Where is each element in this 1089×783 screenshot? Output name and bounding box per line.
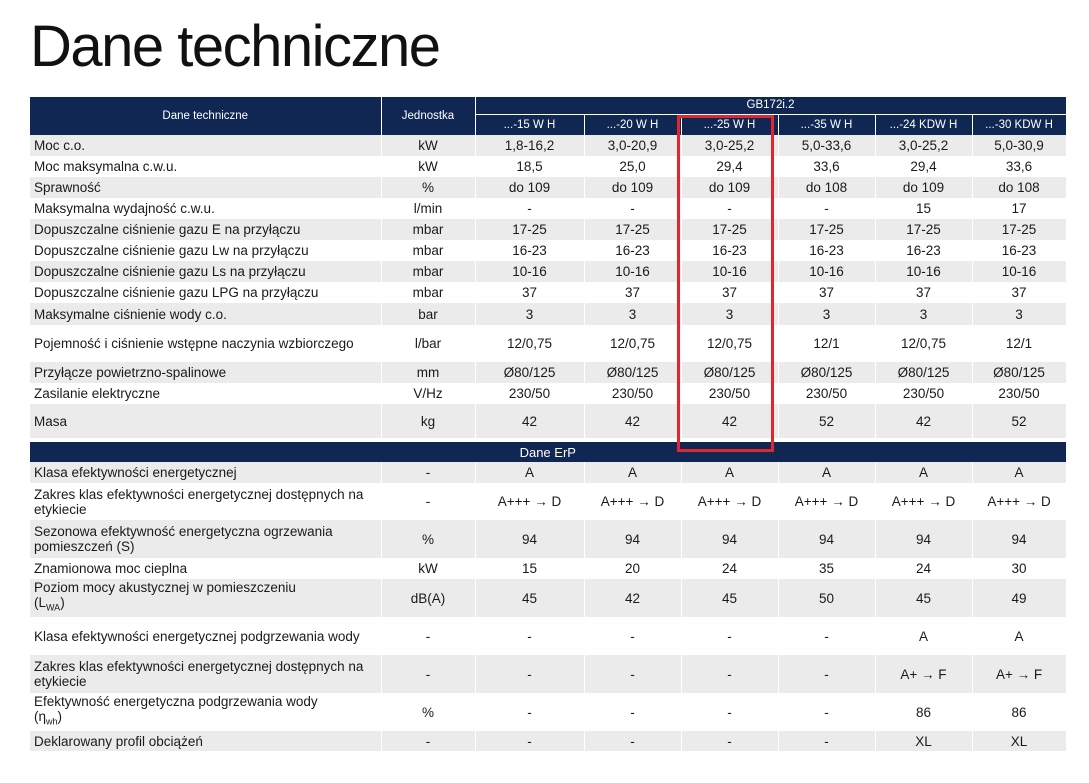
cell-value: 3,0-20,9	[584, 135, 681, 156]
cell-value: 230/50	[972, 383, 1066, 404]
table-row	[30, 303, 1066, 325]
table-row	[30, 325, 1066, 362]
cell-value: 45	[475, 579, 584, 617]
cell-value: 24	[875, 558, 972, 579]
cell-value: A+ → F	[972, 655, 1066, 693]
row-unit: dB(A)	[381, 579, 475, 617]
row-label: Pojemność i ciśnienie wstępne naczynia wzbiorczego	[30, 325, 381, 362]
cell-value: A	[972, 617, 1066, 655]
cell-value: 16-23	[681, 240, 778, 261]
table-row	[30, 404, 1066, 438]
cell-value: 18,5	[475, 156, 584, 177]
table-row	[30, 198, 1066, 219]
cell-value: 3	[972, 303, 1066, 325]
cell-value: A+ → F	[875, 655, 972, 693]
cell-value: 52	[778, 404, 875, 438]
model-header: ...-24 KDW H	[875, 114, 972, 135]
table-row	[30, 655, 1066, 693]
cell-value: 17-25	[584, 219, 681, 240]
cell-value: -	[584, 655, 681, 693]
cell-value: 12/0,75	[475, 325, 584, 362]
row-unit: mbar	[381, 240, 475, 261]
cell-value: 3	[681, 303, 778, 325]
row-unit: l/min	[381, 198, 475, 219]
table-row	[30, 240, 1066, 261]
row-label: Moc maksymalna c.w.u.	[30, 156, 381, 177]
cell-value: A	[875, 462, 972, 483]
row-unit: -	[381, 462, 475, 483]
cell-value: 45	[875, 579, 972, 617]
model-header: ...-15 W H	[475, 114, 584, 135]
row-label: Klasa efektywności energetycznej podgrzewania wody	[30, 617, 381, 655]
cell-value: -	[475, 617, 584, 655]
cell-value: -	[584, 731, 681, 751]
cell-value: 230/50	[584, 383, 681, 404]
cell-value: A+++ → D	[778, 483, 875, 520]
cell-value: 15	[475, 558, 584, 579]
table-row	[30, 483, 1066, 520]
model-header: ...-30 KDW H	[972, 114, 1066, 135]
cell-value: A	[475, 462, 584, 483]
cell-value: 10-16	[475, 261, 584, 282]
cell-value: -	[681, 617, 778, 655]
cell-value: 230/50	[475, 383, 584, 404]
cell-value: 52	[972, 404, 1066, 438]
table-row	[30, 177, 1066, 198]
row-label: Sprawność	[30, 177, 381, 198]
cell-value: 15	[875, 198, 972, 219]
cell-value: A+++ → D	[972, 483, 1066, 520]
header-label: Dane techniczne	[30, 97, 381, 135]
table-row	[30, 219, 1066, 240]
row-unit: %	[381, 693, 475, 731]
cell-value: do 109	[875, 177, 972, 198]
cell-value: 230/50	[875, 383, 972, 404]
cell-value: 37	[875, 282, 972, 303]
cell-value: 10-16	[972, 261, 1066, 282]
cell-value: -	[681, 693, 778, 731]
row-unit: mbar	[381, 282, 475, 303]
cell-value: 17-25	[778, 219, 875, 240]
row-label: Znamionowa moc cieplna	[30, 558, 381, 579]
cell-value: 37	[778, 282, 875, 303]
table-row	[30, 558, 1066, 579]
cell-value: -	[475, 198, 584, 219]
row-label: Zasilanie elektryczne	[30, 383, 381, 404]
cell-value: A+++ → D	[875, 483, 972, 520]
spec-table	[30, 97, 1067, 751]
cell-value: Ø80/125	[778, 362, 875, 383]
cell-value: 24	[681, 558, 778, 579]
table-row	[30, 282, 1066, 303]
cell-value: 1,8-16,2	[475, 135, 584, 156]
cell-value: 37	[584, 282, 681, 303]
header-group: GB172i.2	[475, 97, 1066, 114]
cell-value: Ø80/125	[875, 362, 972, 383]
row-label: Masa	[30, 404, 381, 438]
cell-value: A	[972, 462, 1066, 483]
cell-value: 29,4	[875, 156, 972, 177]
cell-value: 20	[584, 558, 681, 579]
cell-value: 42	[584, 404, 681, 438]
cell-value: 37	[681, 282, 778, 303]
cell-value: -	[778, 617, 875, 655]
cell-value: 17-25	[875, 219, 972, 240]
cell-value: 25,0	[584, 156, 681, 177]
cell-value: 17-25	[972, 219, 1066, 240]
cell-value: 10-16	[584, 261, 681, 282]
cell-value: XL	[972, 731, 1066, 751]
cell-value: 86	[972, 693, 1066, 731]
cell-value: 16-23	[475, 240, 584, 261]
cell-value: 3	[475, 303, 584, 325]
cell-value: 17-25	[475, 219, 584, 240]
cell-value: Ø80/125	[475, 362, 584, 383]
cell-value: A	[681, 462, 778, 483]
table-row	[30, 520, 1066, 558]
cell-value: -	[475, 655, 584, 693]
cell-value: -	[778, 198, 875, 219]
cell-value: A	[778, 462, 875, 483]
cell-value: -	[584, 693, 681, 731]
cell-value: 45	[681, 579, 778, 617]
cell-value: -	[475, 693, 584, 731]
cell-value: 12/1	[778, 325, 875, 362]
cell-value: 5,0-30,9	[972, 135, 1066, 156]
row-label: Moc c.o.	[30, 135, 381, 156]
row-label: Zakres klas efektywności energetycznej dostępnych na etykiecie	[30, 483, 381, 520]
header-unit: Jednostka	[381, 97, 475, 135]
cell-value: do 109	[681, 177, 778, 198]
cell-value: 94	[778, 520, 875, 558]
cell-value: 12/1	[972, 325, 1066, 362]
row-unit: -	[381, 483, 475, 520]
row-unit: kW	[381, 135, 475, 156]
cell-value: do 109	[475, 177, 584, 198]
cell-value: 94	[584, 520, 681, 558]
cell-value: Ø80/125	[972, 362, 1066, 383]
cell-value: 94	[681, 520, 778, 558]
table-row	[30, 135, 1066, 156]
row-label: Zakres klas efektywności energetycznej dostępnych na etykiecie	[30, 655, 381, 693]
model-header: ...-35 W H	[778, 114, 875, 135]
row-unit: bar	[381, 303, 475, 325]
row-label: Poziom mocy akustycznej w pomieszczeniu $(L_{WA})$	[30, 579, 381, 617]
row-label: Sezonowa efektywność energetyczna ogrzewania pomieszczeń (S)	[30, 520, 381, 558]
cell-value: -	[778, 693, 875, 731]
row-label: Dopuszczalne ciśnienie gazu E na przyłączu	[30, 219, 381, 240]
cell-value: Ø80/125	[681, 362, 778, 383]
cell-value: Ø80/125	[584, 362, 681, 383]
row-unit: -	[381, 655, 475, 693]
cell-value: do 109	[584, 177, 681, 198]
cell-value: 3	[778, 303, 875, 325]
table-row	[30, 731, 1066, 751]
cell-value: 94	[875, 520, 972, 558]
table-row	[30, 462, 1066, 483]
model-header: ...-20 W H	[584, 114, 681, 135]
row-unit: %	[381, 520, 475, 558]
cell-value: -	[681, 655, 778, 693]
cell-value: 16-23	[584, 240, 681, 261]
row-label: Deklarowany profil obciążeń	[30, 731, 381, 751]
row-label: Maksymalna wydajność c.w.u.	[30, 198, 381, 219]
row-unit: l/bar	[381, 325, 475, 362]
cell-value: 10-16	[681, 261, 778, 282]
cell-value: 16-23	[972, 240, 1066, 261]
row-unit: -	[381, 617, 475, 655]
cell-value: do 108	[778, 177, 875, 198]
row-unit: -	[381, 731, 475, 751]
cell-value: 42	[584, 579, 681, 617]
row-unit: V/Hz	[381, 383, 475, 404]
table-row	[30, 617, 1066, 655]
cell-value: A+++ → D	[475, 483, 584, 520]
cell-value: 3,0-25,2	[681, 135, 778, 156]
cell-value: 16-23	[875, 240, 972, 261]
cell-value: 17-25	[681, 219, 778, 240]
cell-value: 12/0,75	[681, 325, 778, 362]
cell-value: 42	[681, 404, 778, 438]
row-unit: %	[381, 177, 475, 198]
row-unit: mm	[381, 362, 475, 383]
cell-value: 10-16	[778, 261, 875, 282]
cell-value: 35	[778, 558, 875, 579]
cell-value: 94	[475, 520, 584, 558]
cell-value: -	[778, 731, 875, 751]
row-label: Klasa efektywności energetycznej	[30, 462, 381, 483]
cell-value: A+++ → D	[584, 483, 681, 520]
cell-value: -	[584, 617, 681, 655]
cell-value: 12/0,75	[875, 325, 972, 362]
row-unit: kg	[381, 404, 475, 438]
model-header: ...-25 W H	[681, 114, 778, 135]
cell-value: 3	[875, 303, 972, 325]
cell-value: -	[681, 198, 778, 219]
cell-value: -	[681, 731, 778, 751]
cell-value: 49	[972, 579, 1066, 617]
cell-value: 10-16	[875, 261, 972, 282]
cell-value: 17	[972, 198, 1066, 219]
cell-value: 3,0-25,2	[875, 135, 972, 156]
cell-value: -	[475, 731, 584, 751]
table-row	[30, 383, 1066, 404]
cell-value: -	[778, 655, 875, 693]
cell-value: 230/50	[778, 383, 875, 404]
cell-value: 30	[972, 558, 1066, 579]
cell-value: 5,0-33,6	[778, 135, 875, 156]
row-unit: kW	[381, 156, 475, 177]
cell-value: 33,6	[972, 156, 1066, 177]
row-unit: kW	[381, 558, 475, 579]
table-row	[30, 261, 1066, 282]
row-label: Przyłącze powietrzno-spalinowe	[30, 362, 381, 383]
row-label: Dopuszczalne ciśnienie gazu Lw na przyłączu	[30, 240, 381, 261]
cell-value: 86	[875, 693, 972, 731]
cell-value: 37	[475, 282, 584, 303]
cell-value: A+++ → D	[681, 483, 778, 520]
row-label: Dopuszczalne ciśnienie gazu Ls na przyłączu	[30, 261, 381, 282]
cell-value: 230/50	[681, 383, 778, 404]
table-row	[30, 156, 1066, 177]
row-label: Efektywność energetyczna podgrzewania wody $(\eta_{wh})$	[30, 693, 381, 731]
cell-value: 16-23	[778, 240, 875, 261]
cell-value: 12/0,75	[584, 325, 681, 362]
cell-value: 3	[584, 303, 681, 325]
row-unit: mbar	[381, 219, 475, 240]
cell-value: do 108	[972, 177, 1066, 198]
cell-value: 37	[972, 282, 1066, 303]
table-row	[30, 362, 1066, 383]
cell-value: -	[584, 198, 681, 219]
cell-value: A	[584, 462, 681, 483]
row-unit: mbar	[381, 261, 475, 282]
cell-value: 42	[475, 404, 584, 438]
cell-value: 50	[778, 579, 875, 617]
cell-value: A	[875, 617, 972, 655]
cell-value: 94	[972, 520, 1066, 558]
cell-value: 33,6	[778, 156, 875, 177]
cell-value: XL	[875, 731, 972, 751]
page-title: Dane techniczne	[30, 14, 440, 79]
erp-section-header: Dane ErP	[30, 442, 1066, 462]
cell-value: 42	[875, 404, 972, 438]
row-label: Maksymalne ciśnienie wody c.o.	[30, 303, 381, 325]
table-row	[30, 693, 1066, 731]
table-row	[30, 579, 1066, 617]
row-label: Dopuszczalne ciśnienie gazu LPG na przyłączu	[30, 282, 381, 303]
cell-value: 29,4	[681, 156, 778, 177]
